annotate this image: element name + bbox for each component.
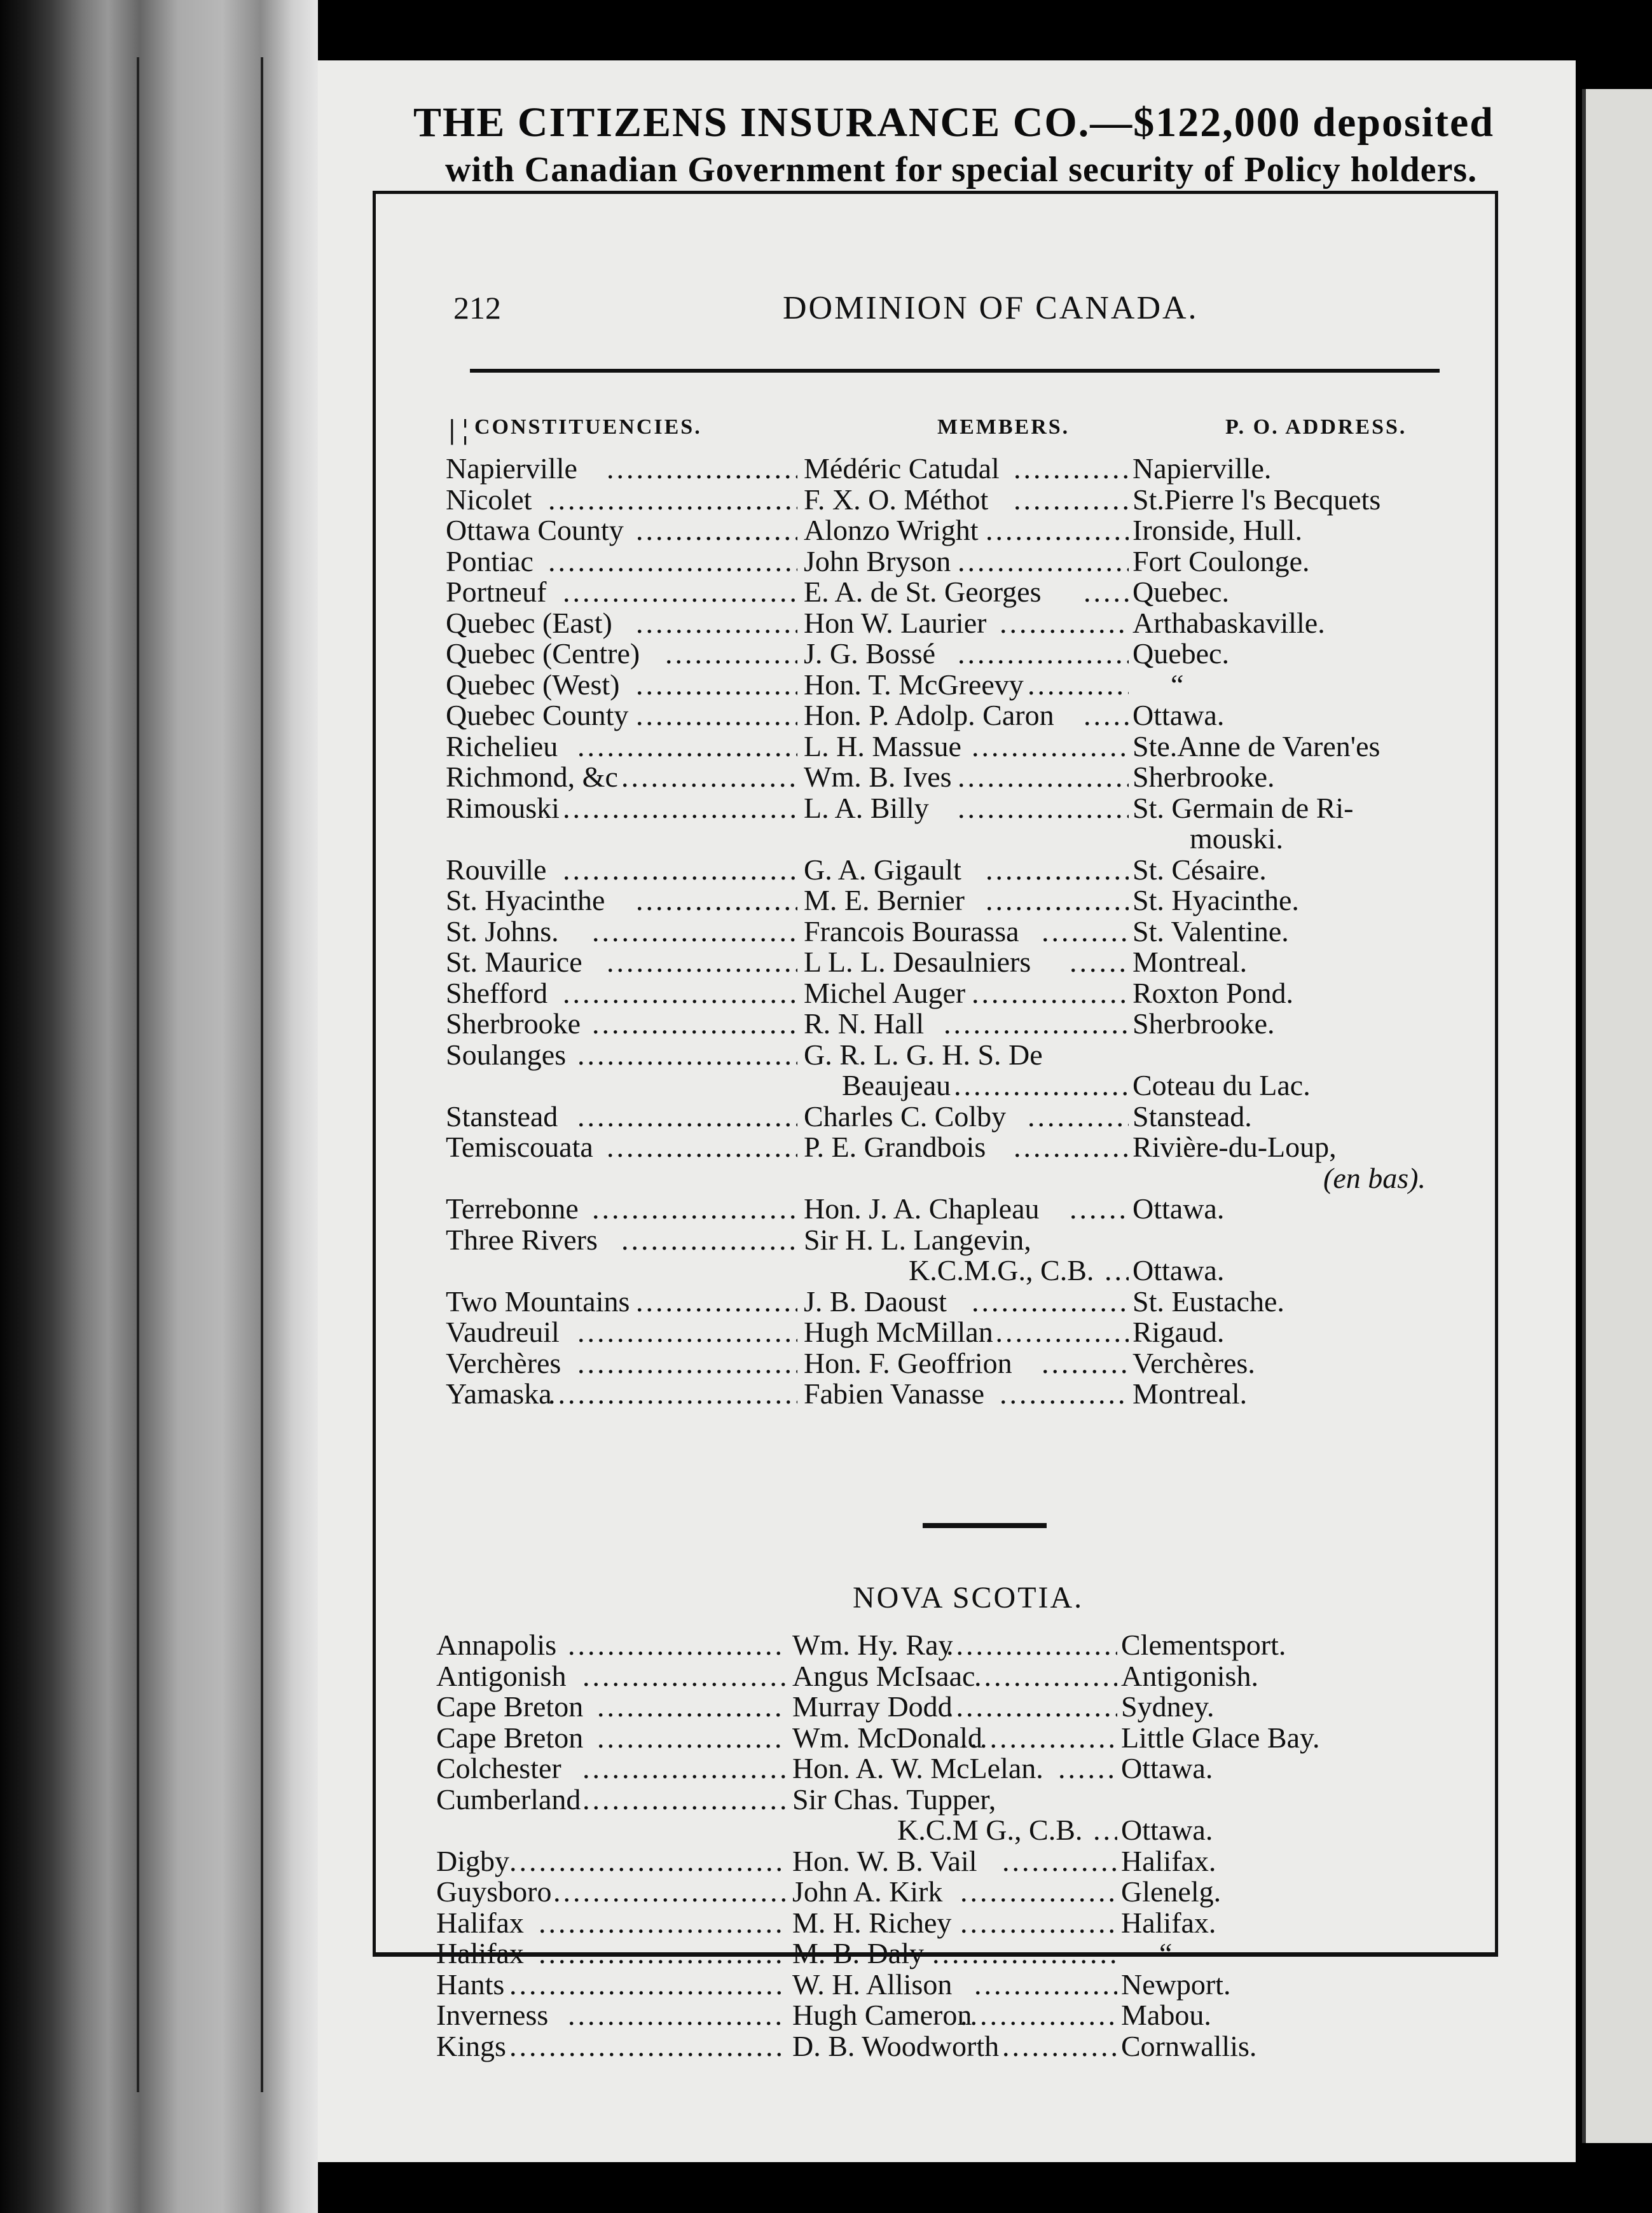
- adjacent-page-edge: [1582, 89, 1652, 2143]
- constituency-cell: Guysboro: [436, 1875, 552, 1908]
- constituency-cell: Ottawa County: [446, 514, 624, 546]
- member-cell: Wm. Hy. Ray: [792, 1629, 953, 1661]
- constituency-cell: Vaudreuil: [446, 1316, 560, 1348]
- constituency-cell: Soulanges: [446, 1038, 567, 1071]
- address-cell: Halifax.: [1121, 1844, 1216, 1877]
- header-constituencies: CONSTITUENCIES.: [474, 415, 702, 439]
- table-row: [376, 729, 1457, 761]
- address-cell: Antigonish.: [1121, 1659, 1258, 1692]
- constituency-cell: Yamaska: [446, 1377, 552, 1410]
- member-cell: M. B. Daly: [792, 1937, 924, 1969]
- constituency-cell: St. Hyacinthe: [446, 884, 605, 916]
- leader-dots: [539, 1906, 786, 1940]
- header-members: MEMBERS.: [937, 415, 1070, 439]
- book-page: [318, 60, 1576, 2162]
- table-row: [376, 698, 1457, 730]
- address-cell: St. Hyacinthe.: [1132, 884, 1299, 916]
- leader-dots: [548, 1377, 797, 1410]
- address-cell: Ironside, Hull.: [1132, 514, 1303, 546]
- member-cell: Sir Chas. Tupper,: [792, 1782, 996, 1816]
- address-cell: Quebec.: [1132, 637, 1229, 670]
- address-cell: Rigaud.: [1132, 1316, 1225, 1348]
- leader-dots: [563, 791, 797, 825]
- leader-dots: [960, 1906, 1117, 1940]
- table-row: [376, 1813, 1457, 1845]
- constituency-cell: Nicolet: [446, 483, 532, 516]
- member-cell: Wm. B. Ives: [804, 761, 952, 793]
- leader-dots: [1014, 452, 1129, 485]
- member-cell: Hon. T. McGreevy: [804, 668, 1024, 701]
- leader-dots: [621, 1223, 797, 1257]
- table-row: [376, 1751, 1457, 1783]
- member-cell: Wm. McDonald: [792, 1721, 982, 1754]
- constituency-cell: Portneuf: [446, 576, 547, 608]
- binding-line: [261, 57, 263, 2092]
- table-row: [376, 1192, 1457, 1224]
- member-cell: John Bryson: [804, 544, 951, 577]
- table-row: [376, 1377, 1457, 1409]
- member-cell: M. E. Bernier: [804, 884, 965, 916]
- constituency-cell: Cape Breton: [436, 1721, 584, 1754]
- leader-dots: [1070, 945, 1129, 979]
- member-cell: L. H. Massue: [804, 729, 961, 762]
- member-cell: Hon W. Laurier: [804, 606, 987, 639]
- leader-dots: [582, 1751, 786, 1785]
- leader-dots: [958, 760, 1129, 794]
- table-row: [376, 1161, 1457, 1193]
- table-row: [376, 452, 1457, 483]
- table-row: [376, 1346, 1457, 1378]
- leader-dots: [607, 1130, 797, 1164]
- leader-dots: [972, 1285, 1129, 1318]
- leader-dots: [958, 637, 1129, 670]
- member-cell: Alonzo Wright: [804, 514, 979, 546]
- member-cell: Fabien Vanasse: [804, 1377, 985, 1410]
- leader-dots: [577, 1100, 797, 1133]
- leader-dots: [577, 1346, 797, 1380]
- address-cell: Coteau du Lac.: [1132, 1069, 1311, 1101]
- constituency-cell: Rouville: [446, 853, 547, 886]
- constituency-cell: Shefford: [446, 976, 548, 1009]
- member-cell: K.C.M G., C.B.: [897, 1814, 1083, 1846]
- constituency-cell: Inverness: [436, 1999, 549, 2031]
- leader-dots: [582, 1782, 786, 1816]
- leader-dots: [592, 1007, 797, 1040]
- leader-dots: [636, 606, 797, 640]
- table-row: [376, 1906, 1457, 1938]
- leader-dots: [960, 1875, 1117, 1908]
- table-row: [376, 1628, 1457, 1660]
- leader-dots: [1000, 1377, 1129, 1410]
- table-row: [376, 1968, 1457, 1999]
- table-row: [376, 1875, 1457, 1906]
- constituency-cell: Halifax: [436, 1906, 524, 1939]
- constituency-cell: Quebec (West): [446, 668, 620, 701]
- table-row: [376, 1782, 1457, 1814]
- leader-dots: [636, 698, 797, 732]
- member-cell: J. G. Bossé: [804, 637, 936, 670]
- member-cell: Hon. W. B. Vail: [792, 1844, 977, 1877]
- member-cell: Hon. P. Adolp. Caron: [804, 699, 1054, 731]
- leader-dots: [958, 791, 1129, 825]
- column-marker: | ¦: [449, 414, 469, 445]
- leader-dots: [946, 1628, 1117, 1662]
- leader-dots: [563, 853, 797, 886]
- member-cell: L. A. Billy: [804, 791, 929, 824]
- leader-dots: [1028, 668, 1129, 701]
- insurance-banner-line-1: THE CITIZENS INSURANCE CO.—$122,000 deposited: [413, 99, 1494, 146]
- constituency-cell: Cumberland: [436, 1782, 581, 1816]
- leader-dots: [509, 1844, 786, 1878]
- address-cell: Halifax.: [1121, 1906, 1216, 1939]
- section-divider: [923, 1523, 1047, 1528]
- leader-dots: [636, 1285, 797, 1318]
- constituency-cell: Kings: [436, 2029, 506, 2062]
- address-cell: St.Pierre l's Becquets: [1132, 483, 1381, 516]
- constituency-cell: Antigonish: [436, 1659, 567, 1692]
- address-cell: Arthabaskaville.: [1132, 606, 1325, 639]
- table-row: [376, 1100, 1457, 1131]
- table-row: [376, 2029, 1457, 2061]
- leader-dots: [986, 513, 1129, 547]
- member-cell: W. H. Allison: [792, 1968, 953, 2001]
- member-cell: G. A. Gigault: [804, 853, 961, 886]
- address-cell: Ottawa.: [1132, 699, 1225, 731]
- table-row: [376, 1721, 1457, 1753]
- constituency-cell: Temiscouata: [446, 1131, 593, 1163]
- leader-dots: [577, 729, 797, 763]
- leader-dots: [548, 544, 797, 578]
- member-cell: Hugh Cameron: [792, 1999, 972, 2031]
- address-cell: Sydney.: [1121, 1690, 1215, 1723]
- table-row: [376, 1844, 1457, 1876]
- binding-line: [137, 57, 139, 2092]
- address-cell: Ste.Anne de Varen'es: [1132, 729, 1380, 762]
- leader-dots: [607, 945, 797, 979]
- address-cell: St. Césaire.: [1132, 853, 1267, 886]
- address-cell: Rivière-du-Loup,: [1132, 1131, 1337, 1163]
- table-row: [376, 791, 1457, 823]
- nova-scotia-title: NOVA SCOTIA.: [853, 1581, 1084, 1615]
- address-cell: St. Germain de Ri-: [1132, 791, 1354, 824]
- constituency-cell: Three Rivers: [446, 1223, 598, 1256]
- leader-dots: [636, 513, 797, 547]
- member-cell: John A. Kirk: [792, 1875, 943, 1908]
- leader-dots: [582, 1659, 786, 1693]
- leader-dots: [1042, 1346, 1129, 1380]
- member-cell: P. E. Grandbois: [804, 1131, 986, 1163]
- book-binding: [0, 0, 318, 2213]
- table-row: [376, 914, 1457, 946]
- table-row: [376, 1068, 1457, 1100]
- header-address: P. O. ADDRESS.: [1225, 415, 1407, 439]
- address-cell: Clementsport.: [1121, 1629, 1286, 1661]
- leader-dots: [563, 575, 797, 609]
- address-cell: Ottawa.: [1132, 1192, 1225, 1225]
- leader-dots: [539, 1936, 786, 1970]
- member-cell: L L. L. Desaulniers: [804, 946, 1031, 978]
- constituency-cell: Hants: [436, 1968, 505, 2001]
- leader-dots: [1002, 2029, 1117, 2063]
- leader-dots: [597, 1721, 786, 1755]
- table-row: [376, 822, 1457, 853]
- member-cell: Médéric Catudal: [804, 452, 1000, 485]
- leader-dots: [636, 883, 797, 917]
- address-cell: Stanstead.: [1132, 1100, 1252, 1133]
- table-row: [376, 1223, 1457, 1255]
- leader-dots: [974, 1659, 1117, 1693]
- member-cell: K.C.M.G., C.B.: [909, 1254, 1094, 1286]
- constituency-cell: Rimouski: [446, 791, 560, 824]
- leader-dots: [960, 1998, 1117, 2032]
- constituency-cell: St. Johns.: [446, 914, 559, 948]
- address-cell: Ottawa.: [1132, 1254, 1225, 1286]
- leader-dots: [960, 1721, 1117, 1755]
- member-cell: F. X. O. Méthot: [804, 483, 989, 516]
- member-cell: J. B. Daoust: [804, 1285, 947, 1318]
- leader-dots: [944, 1007, 1129, 1040]
- member-cell: Hon. A. W. McLelan.: [792, 1752, 1043, 1784]
- member-cell: Hon. J. A. Chapleau: [804, 1192, 1040, 1225]
- leader-dots: [974, 1968, 1117, 2001]
- leader-dots: [592, 1192, 797, 1225]
- leader-dots: [636, 668, 797, 701]
- leader-dots: [1014, 1130, 1129, 1164]
- table-row: [376, 1998, 1457, 2030]
- member-cell: Sir H. L. Langevin,: [804, 1223, 1031, 1256]
- address-cell: Sherbrooke.: [1132, 1007, 1275, 1040]
- leader-dots: [1002, 1844, 1117, 1878]
- leader-dots: [597, 1690, 786, 1723]
- member-cell: Hugh McMillan: [804, 1316, 993, 1348]
- member-cell: Michel Auger: [804, 976, 966, 1009]
- table-row: [376, 1038, 1457, 1070]
- leader-dots: [958, 544, 1129, 578]
- address-cell: Roxton Pond.: [1132, 976, 1294, 1009]
- leader-dots: [972, 729, 1129, 763]
- address-cell: (en bas).: [1323, 1161, 1426, 1194]
- leader-dots: [509, 2029, 786, 2063]
- leader-dots: [577, 1315, 797, 1349]
- table-row: [376, 544, 1457, 576]
- leader-dots: [1093, 1813, 1117, 1847]
- address-cell: Newport.: [1121, 1968, 1231, 2001]
- constituency-cell: Annapolis: [436, 1629, 557, 1661]
- constituency-cell: Digby: [436, 1844, 509, 1877]
- leader-dots: [1058, 1751, 1117, 1785]
- member-cell: Angus McIsaac: [792, 1659, 975, 1692]
- address-cell: Cornwallis.: [1121, 2029, 1257, 2062]
- table-row: [376, 1285, 1457, 1316]
- constituency-cell: Napierville: [446, 452, 577, 485]
- member-cell: D. B. Woodworth: [792, 2029, 1000, 2062]
- constituency-cell: Terrebonne: [446, 1192, 579, 1225]
- leader-dots: [1070, 1192, 1129, 1225]
- member-cell: Hon. F. Geoffrion: [804, 1346, 1012, 1379]
- table-row: [376, 760, 1457, 792]
- address-cell: St. Valentine.: [1132, 914, 1289, 948]
- member-cell: R. N. Hall: [804, 1007, 925, 1040]
- table-row: [376, 945, 1457, 977]
- table-row: [376, 668, 1457, 700]
- leader-dots: [954, 1068, 1129, 1102]
- constituency-cell: St. Maurice: [446, 946, 582, 978]
- leader-dots: [946, 1690, 1117, 1723]
- constituency-cell: Verchères: [446, 1346, 561, 1379]
- table-row: [376, 1690, 1457, 1721]
- page-frame: [373, 191, 1498, 2062]
- constituency-cell: Richmond, &c: [446, 761, 618, 793]
- leader-dots: [568, 1628, 786, 1662]
- member-cell: M. H. Richey: [792, 1906, 952, 1939]
- leader-dots: [1084, 575, 1129, 609]
- leader-dots: [972, 976, 1129, 1010]
- table-row: [376, 513, 1457, 545]
- address-cell: Quebec.: [1132, 576, 1229, 608]
- address-cell: Verchères.: [1132, 1346, 1255, 1379]
- leader-dots: [1042, 914, 1129, 948]
- constituency-cell: Pontiac: [446, 544, 533, 577]
- member-cell: Murray Dodd: [792, 1690, 953, 1723]
- table-row: [376, 1659, 1457, 1691]
- member-cell: E. A. de St. Georges: [804, 576, 1042, 608]
- leader-dots: [621, 760, 797, 794]
- constituency-cell: Quebec County: [446, 699, 629, 731]
- address-cell: Napierville.: [1132, 452, 1272, 485]
- address-cell: Little Glace Bay.: [1121, 1721, 1320, 1754]
- constituency-cell: Richelieu: [446, 729, 558, 762]
- leader-dots: [509, 1968, 786, 2001]
- table-row: [376, 1936, 1457, 1968]
- leader-dots: [563, 976, 797, 1010]
- address-cell: St. Eustache.: [1132, 1285, 1284, 1318]
- page-number: 212: [453, 290, 501, 326]
- leader-dots: [1105, 1253, 1129, 1287]
- address-cell: Sherbrooke.: [1132, 761, 1275, 793]
- leader-dots: [932, 1936, 1117, 1970]
- constituency-cell: Quebec (Centre): [446, 637, 640, 670]
- table-row: [376, 853, 1457, 885]
- leader-dots: [1014, 483, 1129, 516]
- insurance-banner-line-2: with Canadian Government for special security of Policy holders.: [445, 150, 1478, 190]
- address-cell: Montreal.: [1132, 946, 1248, 978]
- leader-dots: [592, 914, 797, 948]
- constituency-cell: Cape Breton: [436, 1690, 584, 1723]
- table-row: [376, 1253, 1457, 1285]
- table-row: [376, 1007, 1457, 1038]
- address-cell: “: [1171, 668, 1184, 701]
- address-cell: mouski.: [1190, 822, 1283, 855]
- member-cell: Francois Bourassa: [804, 914, 1019, 948]
- address-cell: Glenelg.: [1121, 1875, 1222, 1908]
- constituency-cell: Halifax: [436, 1937, 524, 1969]
- constituency-cell: Quebec (East): [446, 606, 612, 639]
- leader-dots: [553, 1875, 786, 1908]
- table-row: [376, 606, 1457, 638]
- leader-dots: [986, 853, 1129, 886]
- leader-dots: [1084, 698, 1129, 732]
- leader-dots: [665, 637, 797, 670]
- leader-dots: [1000, 606, 1129, 640]
- table-row: [376, 976, 1457, 1008]
- table-row: [376, 637, 1457, 668]
- constituency-cell: Two Mountains: [446, 1285, 630, 1318]
- address-cell: Ottawa.: [1121, 1814, 1213, 1846]
- address-cell: Mabou.: [1121, 1999, 1211, 2031]
- page-title: DOMINION OF CANADA.: [783, 290, 1199, 326]
- address-cell: Ottawa.: [1121, 1752, 1213, 1784]
- member-cell: Beaujeau: [842, 1069, 951, 1101]
- leader-dots: [548, 483, 797, 516]
- table-row: [376, 1130, 1457, 1162]
- table-row: [376, 483, 1457, 514]
- leader-dots: [568, 1998, 786, 2032]
- table-row: [376, 883, 1457, 915]
- title-rule: [470, 369, 1440, 373]
- leader-dots: [607, 452, 797, 485]
- leader-dots: [1028, 1100, 1129, 1133]
- address-cell: Montreal.: [1132, 1377, 1248, 1410]
- address-cell: Fort Coulonge.: [1132, 544, 1310, 577]
- leader-dots: [986, 1315, 1129, 1349]
- leader-dots: [577, 1038, 797, 1072]
- member-cell: Charles C. Colby: [804, 1100, 1007, 1133]
- constituency-cell: Colchester: [436, 1752, 561, 1784]
- constituency-cell: Sherbrooke: [446, 1007, 581, 1040]
- address-cell: “: [1159, 1937, 1173, 1969]
- table-row: [376, 1315, 1457, 1347]
- table-row: [376, 575, 1457, 607]
- member-cell: G. R. L. G. H. S. De: [804, 1038, 1043, 1071]
- leader-dots: [986, 883, 1129, 917]
- constituency-cell: Stanstead: [446, 1100, 558, 1133]
